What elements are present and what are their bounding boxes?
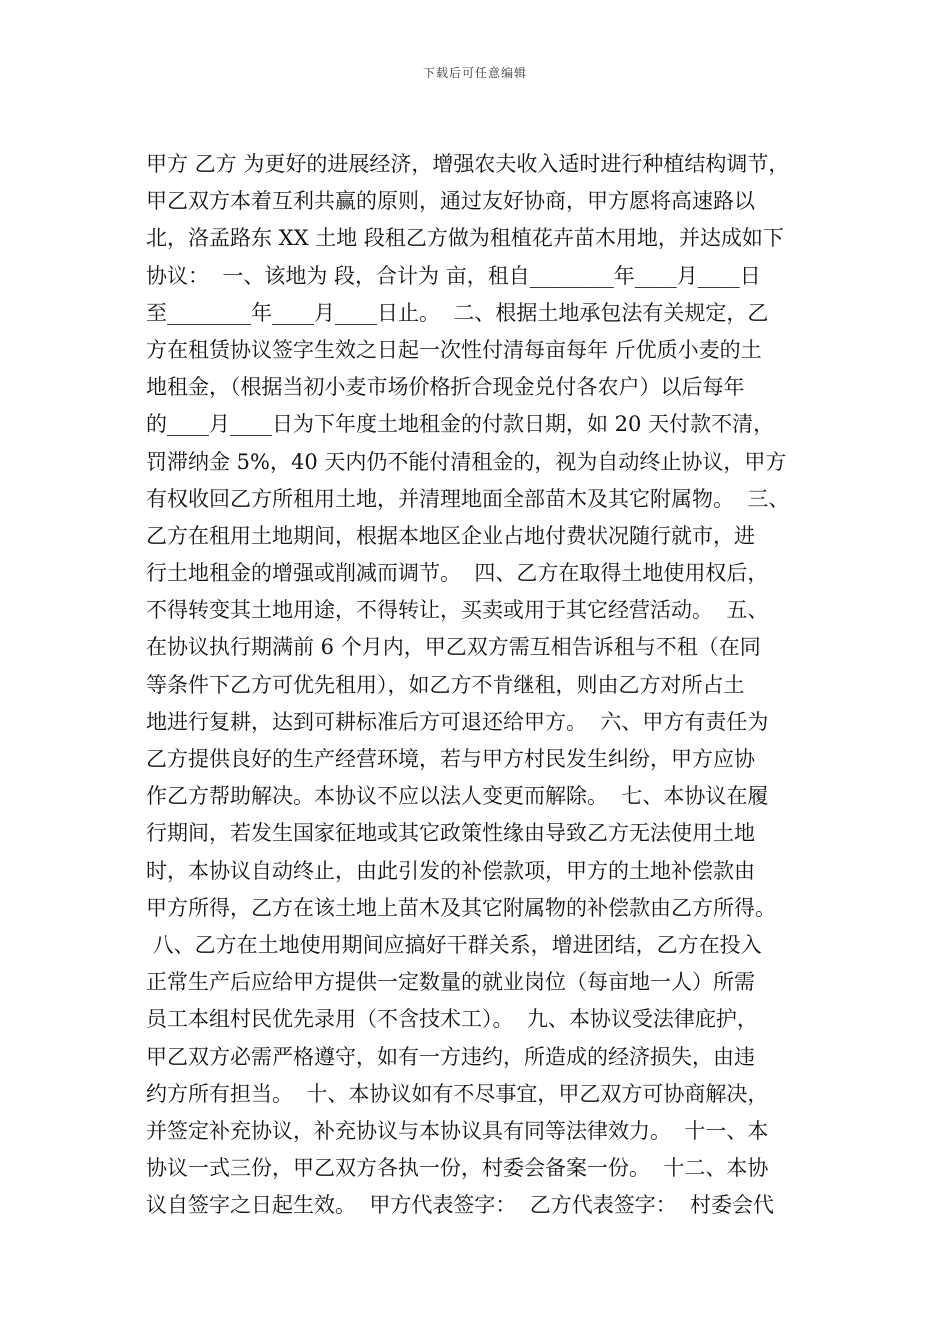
text-line: 行土地租金的增强或削减而调节。 四、乙方在取得土地使用权后， (146, 561, 769, 586)
text-line: 乙方在租用土地期间，根据本地区企业占地付费状况随行就市，进 (146, 523, 755, 548)
text-line: 至________年____月____日止。 二、根据土地承包法有关规定，乙 (146, 300, 769, 325)
text-line: 员工本组村民优先录用（不含技术工）。 九、本协议受法律庇护， (146, 1007, 758, 1032)
text-line: 甲乙双方必需严格遵守，如有一方违约，所造成的经济损失，由违 (146, 1044, 755, 1069)
text-line: 方在租赁协议签字生效之日起一次性付清每亩每年 斤优质小麦的土 (146, 337, 762, 362)
text-line: 约方所有担当。 十、本协议如有不尽事宜，甲乙双方可协商解决， (146, 1081, 769, 1106)
text-line: 并签定补充协议，补充协议与本协议具有同等法律效力。 十一、本 (146, 1118, 769, 1143)
text-line: 罚滞纳金 5%，40 天内仍不能付清租金的，视为自动终止协议，甲方 (146, 449, 787, 474)
text-line: 甲方所得，乙方在该土地上苗木及其它附属物的补偿款由乙方所得。 (146, 895, 776, 920)
text-line: 时，本协议自动终止，由此引发的补偿款项，甲方的土地补偿款由 (146, 858, 755, 883)
text-line: 正常生产后应给甲方提供一定数量的就业岗位（每亩地一人）所需 (146, 970, 755, 995)
text-line: 北，洛孟路东 XX 土地 段租乙方做为租植花卉苗木用地，并达成如下 (146, 226, 784, 251)
text-line: 的____月____日为下年度土地租金的付款日期，如 20 天付款不清， (146, 412, 775, 437)
text-line: 在协议执行期满前 6 个月内，甲乙双方需互相告诉租与不租（在同 (146, 635, 761, 660)
text-line: 有权收回乙方所租用土地，并清理地面全部苗木及其它附属物。 三、 (146, 486, 790, 511)
text-line: 地租金，（根据当初小麦市场价格折合现金兑付各农户）以后每年 (146, 375, 745, 400)
text-line: 议自签字之日起生效。 甲方代表签字： 乙方代表签字： 村委会代 (146, 1193, 775, 1218)
text-line: 甲方 乙方 为更好的进展经济，增强农夫收入适时进行种植结构调节， (146, 152, 790, 176)
agreement-body (146, 146, 806, 1224)
text-line: 协议一式三份，甲乙双方各执一份，村委会备案一份。 十二、本协 (146, 1156, 769, 1181)
text-line: 行期间，若发生国家征地或其它政策性缘由导致乙方无法使用土地 (146, 821, 755, 846)
page-header: 下载后可任意编辑 (422, 66, 527, 80)
text-line: 等条件下乙方可优先租用），如乙方不肯继租，则由乙方对所占土 (146, 672, 745, 697)
text-line: 乙方提供良好的生产经营环境，若与甲方村民发生纠纷，甲方应协 (146, 747, 755, 771)
text-line: 地进行复耕，达到可耕标准后方可退还给甲方。 六、甲方有责任为 (146, 709, 769, 734)
text-line: 甲乙双方本着互利共赢的原则，通过友好协商，甲方愿将高速路以 (146, 189, 755, 214)
text-line: 不得转变其土地用途，不得转让，买卖或用于其它经营活动。 五、 (146, 598, 769, 623)
text-line: 作乙方帮助解决。本协议不应以法人变更而解除。 七、本协议在履 (146, 784, 769, 809)
text-line: 八、乙方在土地使用期间应搞好干群关系，增进团结，乙方在投入 (146, 932, 762, 957)
text-line: 协议： 一、该地为 段，合计为 亩，租自________年____月____日 (146, 263, 761, 288)
